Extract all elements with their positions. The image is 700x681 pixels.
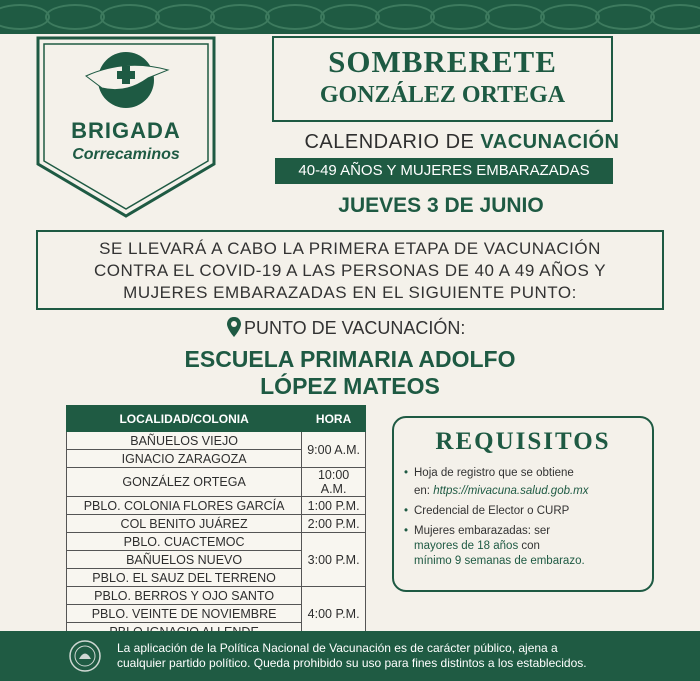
vaccination-point-label: PUNTO DE VACUNACIÓN: [244, 318, 466, 338]
time-cell: 1:00 P.M. [302, 497, 366, 515]
table-row [67, 515, 366, 533]
time-cell: 10:00 A.M. [302, 468, 366, 497]
location-pin-icon [226, 316, 242, 338]
time-column-header: HORA [302, 406, 366, 432]
footer-band [0, 631, 700, 681]
badge-subtitle: Correcaminos [72, 146, 180, 163]
time-cell: 3:00 P.M. [302, 533, 366, 587]
table-row [67, 468, 366, 497]
locality-cell: IGNACIO ZARAGOZA [67, 450, 302, 468]
time-cell: 9:00 A.M. [302, 432, 366, 468]
notice-line: CONTRA EL COVID-19 A LAS PERSONAS DE 40 A 49 AÑOS Y [93, 261, 607, 280]
locality-cell: COL BENITO JUÁREZ [67, 515, 302, 533]
school-name-line: LÓPEZ MATEOS [260, 373, 440, 399]
municipality-title-box [272, 36, 613, 122]
calendar-title [272, 131, 652, 154]
calendar-title-prefix: CALENDARIO DE [304, 131, 481, 153]
notice-line: SE LLEVARÁ A CABO LA PRIMERA ETAPA DE VACUNACIÓN [99, 239, 601, 258]
legal-disclaimer [117, 641, 677, 671]
locality-cell: PBLO. BERROS Y OJO SANTO [67, 587, 302, 605]
badge-title: BRIGADA [71, 118, 181, 143]
requirements-title: REQUISITOS [435, 428, 611, 455]
requirement-text: con [518, 540, 540, 552]
locality-cell: PBLO. EL SAUZ DEL TERRENO [67, 569, 302, 587]
requirement-text: en: [414, 485, 434, 497]
vaccination-date: JUEVES 3 DE JUNIO [338, 194, 544, 217]
calendar-subtitle: 40-49 AÑOS Y MUJERES EMBARAZADAS [275, 158, 613, 184]
locality-cell: PBLO. VEINTE DE NOVIEMBRE [67, 605, 302, 623]
locality-cell: PBLO. CUACTEMOC [67, 533, 302, 551]
disclaimer-line: cualquier partido político. Queda prohibido su uso para fines distintos a los establecidos. [117, 656, 587, 670]
time-cell: 2:00 P.M. [302, 515, 366, 533]
registration-url-link[interactable]: https://mivacuna.salud.gob.mx [433, 485, 589, 497]
requirement-item [414, 524, 646, 569]
locality-cell: PBLO. COLONIA FLORES GARCÍA [67, 497, 302, 515]
requirement-emphasis: mayores de 18 años [414, 540, 519, 552]
municipality-name: SOMBRERETE [328, 44, 557, 79]
mexico-seal-icon [68, 639, 102, 673]
locality-cell: BAÑUELOS VIEJO [67, 432, 302, 450]
requirement-emphasis: mínimo 9 semanas de embarazo. [414, 555, 585, 567]
table-header-row [67, 406, 366, 432]
notice-box [36, 230, 664, 310]
disclaimer-line: La aplicación de la Política Nacional de Vacunación es de carácter público, ajena a [117, 641, 558, 655]
table-row [67, 533, 366, 551]
time-cell: 4:00 P.M. [302, 587, 366, 641]
calendar-title-emphasis: VACUNACIÓN [480, 131, 620, 153]
locality-cell: GONZÁLEZ ORTEGA [67, 468, 302, 497]
locality-column-header: LOCALIDAD/COLONIA [67, 406, 302, 432]
notice-line: MUJERES EMBARAZADAS EN EL SIGUIENTE PUNTO: [123, 283, 577, 302]
requirements-box [392, 416, 654, 592]
table-row [67, 432, 366, 450]
requirement-text: • Hoja de registro que se obtiene [414, 467, 574, 479]
requirement-text: • Mujeres embarazadas: ser [414, 525, 551, 537]
locality-cell: BAÑUELOS NUEVO [67, 551, 302, 569]
top-decorative-band [0, 0, 700, 34]
school-name [0, 346, 700, 400]
locality-name: GONZÁLEZ ORTEGA [319, 82, 566, 108]
brigada-badge [36, 36, 216, 218]
school-name-line: ESCUELA PRIMARIA ADOLFO [184, 346, 516, 372]
table-row [67, 497, 366, 515]
schedule-table [66, 405, 366, 641]
requirement-item: • Credencial de Elector o CURP [414, 504, 646, 519]
requirement-item [414, 466, 646, 499]
table-row [67, 587, 366, 605]
